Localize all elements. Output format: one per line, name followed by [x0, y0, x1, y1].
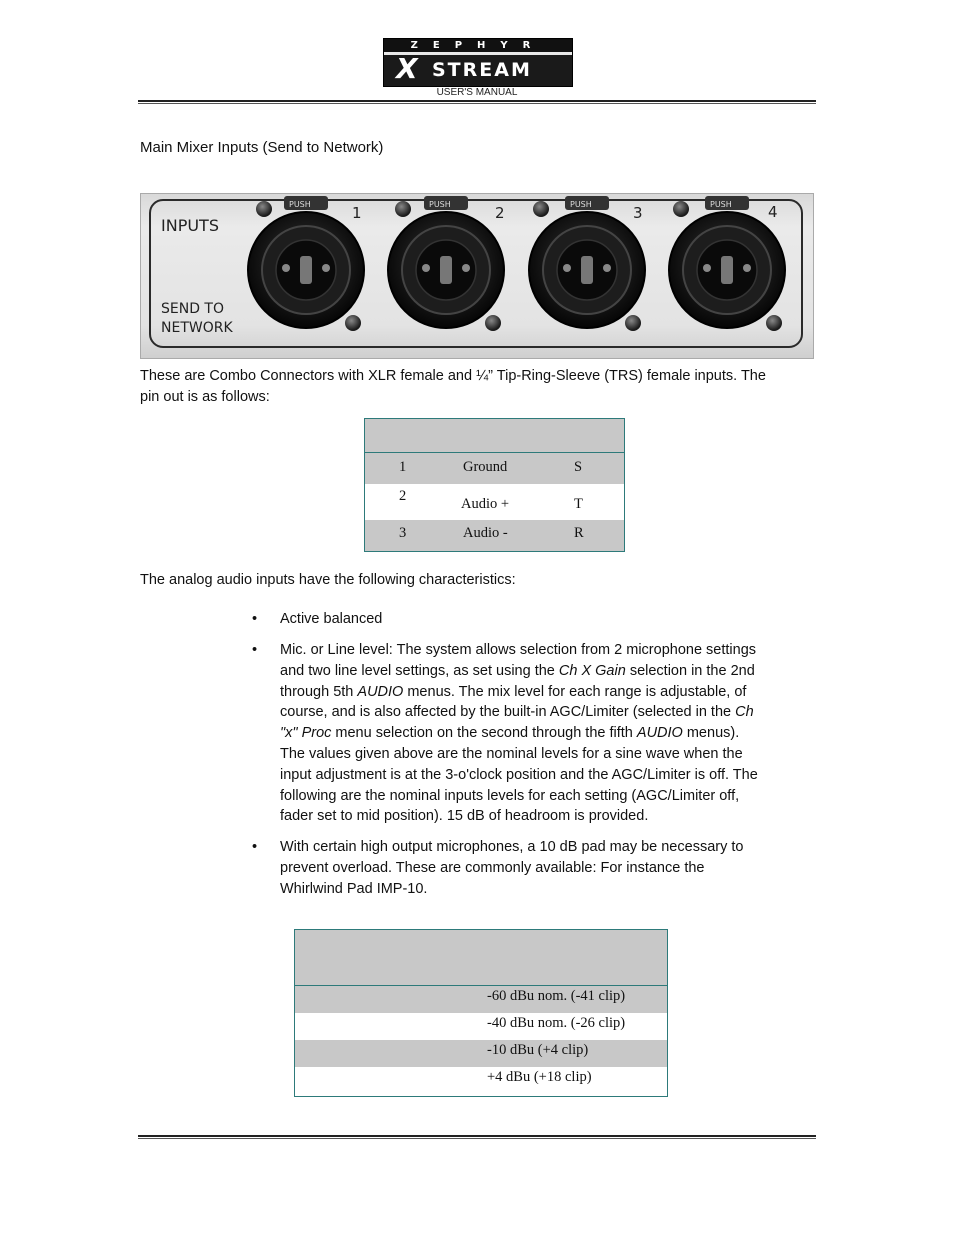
- analog-intro: The analog audio inputs have the following characteristics:: [140, 572, 516, 588]
- italic-term: AUDIO: [636, 725, 683, 742]
- bullet-line: [280, 661, 815, 682]
- line-text: selection in the 2nd: [625, 662, 755, 679]
- bullet-symbol: •: [252, 839, 258, 855]
- input-number-3: 3: [633, 204, 643, 222]
- table-row: [295, 1013, 667, 1040]
- push-label-1: PUSH: [289, 200, 311, 209]
- trs-cell: S: [574, 459, 583, 475]
- bullet-line: [280, 806, 815, 827]
- level-header-row: [295, 930, 667, 986]
- header-subtitle: USER'S MANUAL: [436, 87, 518, 98]
- bullet-mic-line-level: [280, 640, 815, 827]
- table-row: [365, 453, 624, 484]
- logo-stream: STREAM: [432, 59, 532, 81]
- line-text: following are the nominal inputs levels for each setting (AGC/Limiter off,: [280, 787, 740, 804]
- push-label-4: PUSH: [710, 200, 732, 209]
- bullet-line: [280, 765, 815, 786]
- level-cell: -10 dBu (+4 clip): [487, 1042, 589, 1058]
- line-text: Mic. or Line level: The system allows selection from 2 microphone settings: [280, 642, 757, 658]
- bullet-symbol: •: [252, 611, 258, 627]
- bullet-line: [280, 702, 815, 723]
- line-text: menus).: [682, 725, 740, 742]
- line-text: and two line level settings, as set using the: [280, 662, 559, 679]
- bullet-line: [280, 640, 815, 661]
- section-title: Main Mixer Inputs (Send to Network): [140, 139, 384, 156]
- line-text: prevent overload. These are commonly available: For instance the: [280, 859, 705, 876]
- italic-term: AUDIO: [357, 683, 404, 700]
- inputs-panel-image: [140, 193, 814, 359]
- line-text: menu selection on the second through the fifth: [331, 725, 637, 742]
- table-row: [365, 484, 624, 520]
- bullet-line: [280, 837, 815, 858]
- bullet-line: [280, 858, 815, 879]
- input-number-2: 2: [495, 204, 505, 222]
- function-cell: Ground: [463, 459, 508, 475]
- intro-line-1: These are Combo Connectors with XLR female and ¼” Tip-Ring-Sleeve (TRS) female inputs. The: [140, 368, 766, 384]
- line-text: The values given above are the nominal levels for a sine wave when the: [280, 745, 743, 762]
- input-number-4: 4: [768, 203, 778, 221]
- line-text: Whirlwind Pad IMP-10.: [280, 880, 428, 897]
- panel-label-inputs: INPUTS: [161, 216, 219, 235]
- function-cell: Audio -: [463, 525, 508, 541]
- bullet-line: [280, 682, 815, 703]
- pinout-header-row: [365, 419, 624, 453]
- footer-divider: [138, 1135, 816, 1139]
- pin-cell: 3: [399, 525, 407, 541]
- intro-line-2: pin out is as follows:: [140, 389, 270, 405]
- input-level-table: [294, 929, 668, 1097]
- table-row: [365, 520, 624, 551]
- bullet-active-balanced: Active balanced: [280, 611, 383, 627]
- bullet-line: [280, 879, 815, 900]
- bullet-line: [280, 744, 815, 765]
- italic-term: Ch: [735, 704, 754, 721]
- line-text: fader set to mid position). 15 dB of headroom is provided.: [280, 808, 649, 825]
- table-row: [295, 986, 667, 1013]
- logo-zephyr-text: ZEPHYR: [384, 39, 572, 52]
- bullet-line: [280, 786, 815, 807]
- trs-cell: R: [574, 525, 584, 541]
- table-row: [295, 1067, 667, 1096]
- pin-cell: 2: [399, 488, 407, 504]
- table-row: [295, 1040, 667, 1067]
- level-cell: -40 dBu nom. (-26 clip): [487, 1015, 626, 1031]
- italic-term: "x" Proc: [280, 725, 332, 742]
- line-text: course, and is also affected by the built-in AGC/Limiter (selected in the: [280, 704, 736, 721]
- combo-connectors: [141, 194, 813, 358]
- bullet-line: [280, 723, 815, 744]
- line-text: through 5th: [280, 683, 358, 700]
- trs-cell: T: [574, 496, 583, 512]
- level-cell: +4 dBu (+18 clip): [487, 1069, 592, 1085]
- logo-x: X: [396, 52, 418, 85]
- level-cell: -60 dBu nom. (-41 clip): [487, 988, 626, 1004]
- logo-xstream: [384, 52, 572, 86]
- line-text: menus. The mix level for each range is adjustable, of: [403, 683, 747, 700]
- pin-cell: 1: [399, 459, 407, 475]
- function-cell: Audio +: [461, 496, 510, 512]
- input-number-1: 1: [352, 204, 362, 222]
- pinout-table: [364, 418, 625, 552]
- push-label-3: PUSH: [570, 200, 592, 209]
- header-divider: [138, 100, 816, 104]
- line-text: input adjustment is at the 3-o'clock position and the AGC/Limiter is off. The: [280, 766, 758, 783]
- zephyr-xstream-logo: [383, 38, 573, 87]
- panel-label-send-to: SEND TO: [161, 301, 225, 317]
- push-label-2: PUSH: [429, 200, 451, 209]
- bullet-symbol: •: [252, 642, 258, 658]
- connector-3: [529, 196, 645, 328]
- line-text: With certain high output microphones, a 10 dB pad may be necessary to: [280, 839, 744, 855]
- panel-label-network: NETWORK: [161, 320, 233, 336]
- italic-term: Ch X Gain: [558, 662, 626, 679]
- bullet-pad-note: [280, 837, 815, 899]
